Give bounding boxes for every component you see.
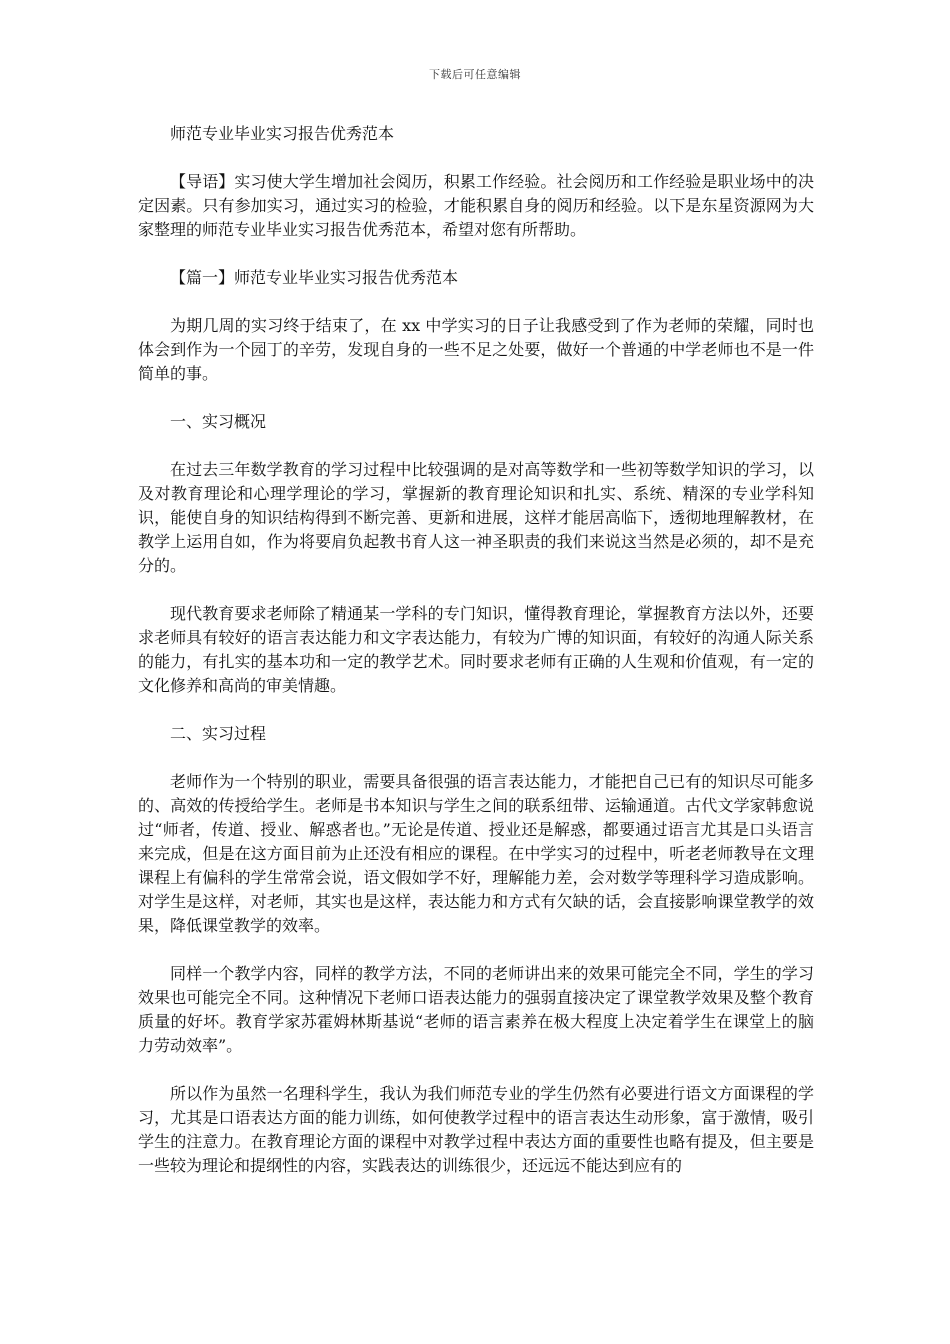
paragraph-6: 所以作为虽然一名理科学生，我认为我们师范专业的学生仍然有必要进行语文方面课程的学习，尤其是口语表达方面的能力训练，如何使教学过程中的语言表达生动形象，富于激情，吸引学生的注意力。在教育理论方面的课程中对教学过程中表达方面的重要性也略有提及，但主要是一些较为理论和提纲性的内容，实践表达的训练很少，还远远不能达到应有的	[138, 1084, 814, 1175]
page-header: 下载后可任意编辑	[429, 68, 521, 81]
paragraph-1: 为期几周的实习终于结束了，在 xx 中学实习的日子让我感受到了作为老师的荣耀，同时也体会到作为一个园丁的辛劳，发现自身的一些不足之处要，做好一个普通的中学老师也不是一件简单的事。	[138, 316, 814, 383]
section-two-heading: 二、实习过程	[170, 724, 267, 743]
section-one-heading: 一、实习概况	[170, 412, 267, 431]
document-body	[138, 122, 814, 1202]
intro-paragraph: 【导语】实习使大学生增加社会阅历，积累工作经验。社会阅历和工作经验是职业场中的决定因素。只有参加实习，通过实习的检验，才能积累自身的阅历和经验。以下是东星资源网为大家整理的师范专业毕业实习报告优秀范本，希望对您有所帮助。	[138, 172, 814, 239]
document-title: 师范专业毕业实习报告优秀范本	[170, 124, 395, 143]
paragraph-4: 老师作为一个特别的职业，需要具备很强的语言表达能力，才能把自己已有的知识尽可能多的、高效的传授给学生。老师是书本知识与学生之间的联系纽带、运输通道。古代文学家韩愈说过“师者，传道、授业、解惑者也。”无论是传道、授业还是解惑，都要通过语言尤其是口头语言来完成，但是在这方面目前为止还没有相应的课程。在中学实习的过程中，听老老师教导在文理课程上有偏科的学生常常会说，语文假如学不好，理解能力差，会对数学等理科学习造成影响。对学生是这样，对老师，其实也是这样，表达能力和方式有欠缺的话，会直接影响课堂教学的效果，降低课堂教学的效率。	[138, 772, 814, 935]
paragraph-2: 在过去三年数学教育的学习过程中比较强调的是对高等数学和一些初等数学知识的学习，以及对教育理论和心理学理论的学习，掌握新的教育理论知识和扎实、系统、精深的专业学科知识，能使自身的知识结构得到不断完善、更新和进展，这样才能居高临下，透彻地理解教材，在教学上运用自如，作为将要肩负起教书育人这一神圣职责的我们来说这当然是必须的，却不是充分的。	[138, 460, 814, 575]
paragraph-5: 同样一个教学内容，同样的教学方法，不同的老师讲出来的效果可能完全不同，学生的学习效果也可能完全不同。这种情况下老师口语表达能力的强弱直接决定了课堂教学效果及整个教育质量的好坏。教育学家苏霍姆林斯基说“老师的语言素养在极大程度上决定着学生在课堂上的脑力劳动效率”。	[138, 964, 814, 1055]
part-one-heading: 【篇一】师范专业毕业实习报告优秀范本	[170, 268, 459, 287]
paragraph-3: 现代教育要求老师除了精通某一学科的专门知识，懂得教育理论，掌握教育方法以外，还要求老师具有较好的语言表达能力和文字表达能力，有较为广博的知识面，有较好的沟通人际关系的能力，有扎实的基本功和一定的教学艺术。同时要求老师有正确的人生观和价值观，有一定的文化修养和高尚的审美情趣。	[138, 604, 814, 695]
